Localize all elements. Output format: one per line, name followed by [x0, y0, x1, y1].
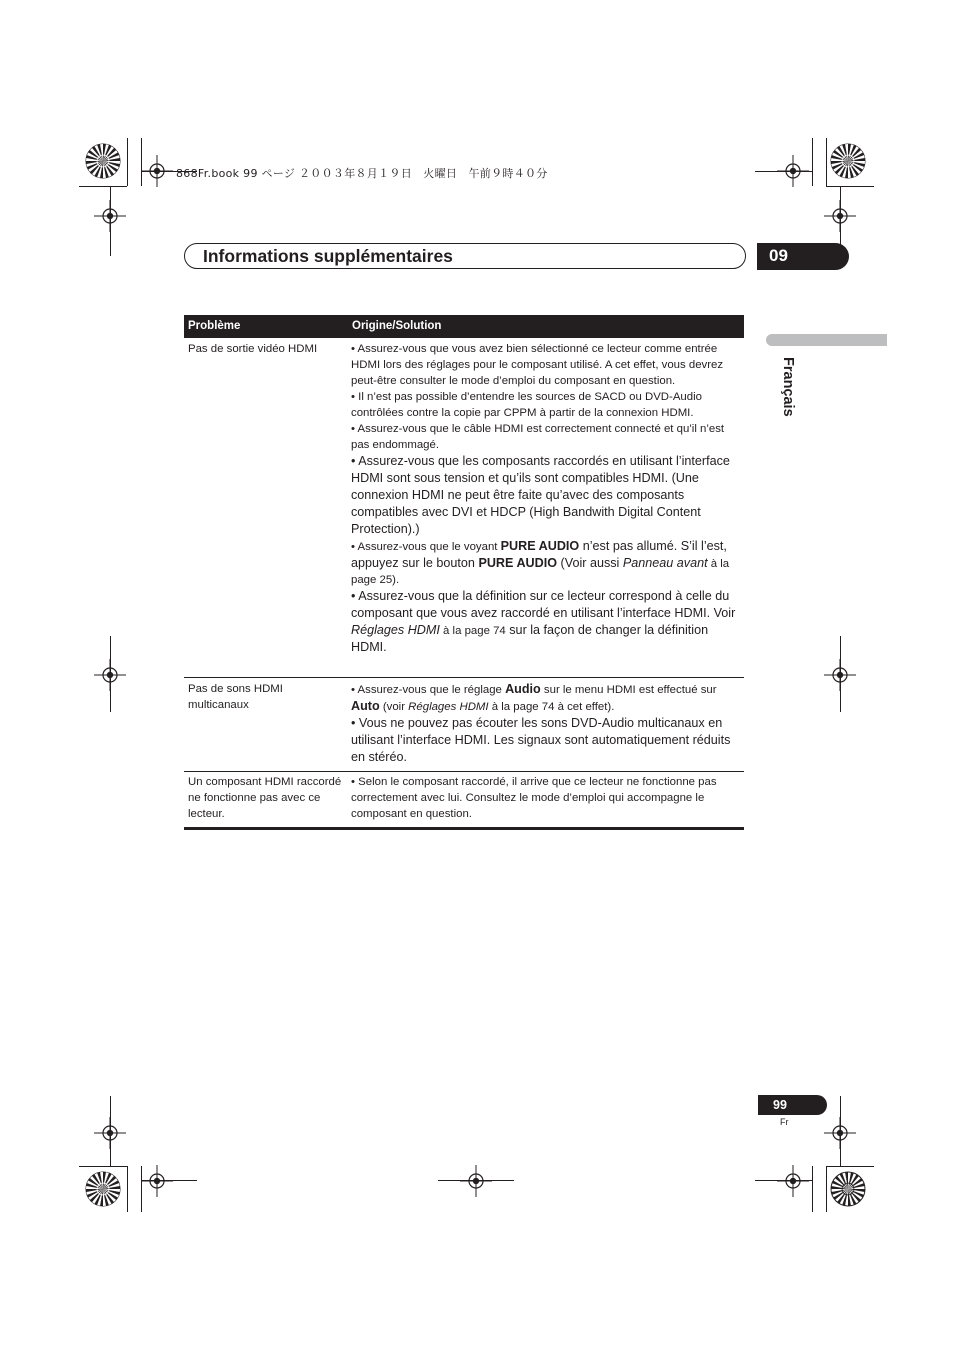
column-header-solution: Origine/Solution: [352, 320, 442, 332]
crop-line: [812, 138, 813, 186]
solution-item: • Il n’est pas possible d’entendre les sources de SACD ou DVD-Audio contrôlées contre la copie par CPPM à partir de la connexion HDMI.: [351, 391, 702, 419]
row-divider: [184, 771, 744, 772]
cross-reference: Panneau avant: [622, 556, 708, 570]
text-run: (Voir aussi: [557, 556, 623, 570]
cross-reference: Réglages HDMI: [351, 623, 440, 637]
crop-line: [127, 138, 128, 186]
solution-item: [351, 681, 743, 715]
solution-item: • Assurez-vous que le câble HDMI est correctement connecté et qu’il n’est pas endommagé.: [351, 423, 725, 451]
crosshair-mark: [458, 1163, 494, 1199]
text-run: n’est pas allumé. S’il l’est, appuyez sur le bouton: [351, 539, 727, 570]
row-divider: [184, 677, 744, 678]
button-name: PURE AUDIO: [500, 539, 580, 553]
crop-line: [826, 1166, 827, 1212]
table-header: [184, 315, 744, 338]
crosshair-mark: [822, 198, 858, 234]
text-run: sur le menu HDMI est effectué sur: [540, 684, 717, 696]
page-language-code: Fr: [780, 1117, 789, 1127]
button-name: PURE AUDIO: [478, 556, 558, 570]
setting-value: Auto: [351, 699, 380, 713]
section-title: Informations supplémentaires: [203, 246, 453, 266]
crop-line: [127, 1166, 128, 1212]
crop-line: [826, 138, 827, 186]
table-row-solution: [351, 774, 743, 822]
cross-reference: Réglages HDMI: [408, 701, 489, 713]
solution-item: [351, 538, 743, 588]
text-run: (voir: [379, 701, 409, 713]
crosshair-mark: [775, 153, 811, 189]
language-tab: [774, 357, 798, 437]
text-run: sur la façon de changer la définition HDMI.: [351, 623, 709, 654]
crosshair-mark: [92, 1115, 128, 1151]
page-number: 99: [773, 1098, 787, 1112]
starburst-mark: [85, 1171, 121, 1207]
print-header: 868Fr.book 99 ページ ２００３年８月１９日 火曜日 午前９時４０分: [176, 167, 548, 180]
starburst-mark: [85, 143, 121, 179]
solution-item: • Assurez-vous que vous avez bien sélectionné ce lecteur comme entrée HDMI lors des réglages pour le composant utilisé. A cet effet, vous devrez peut-être consulter le mode d’emploi du composant en question.: [351, 343, 724, 387]
setting-name: Audio: [505, 682, 541, 696]
crosshair-mark: [92, 198, 128, 234]
solution-item: • Vous ne pouvez pas écouter les sons DVD-Audio multicanaux en utilisant l’interface HDMI. Les signaux sont automatiquement réduits en stéréo.: [351, 716, 731, 764]
text-run: • Assurez-vous que le réglage: [351, 684, 506, 696]
text-run: à la page 74 à cet effet).: [488, 701, 615, 713]
language-tab-bar: [766, 334, 887, 346]
solution-item: [351, 588, 743, 656]
language-tab-label: Français: [780, 357, 796, 417]
crosshair-mark: [139, 153, 175, 189]
crop-line: [79, 186, 127, 187]
column-header-problem: Problème: [188, 320, 241, 332]
table-row-solution: [351, 681, 743, 766]
crop-line: [812, 1166, 813, 1212]
starburst-mark: [830, 143, 866, 179]
crop-line: [826, 1166, 874, 1167]
table-row-problem: Pas de sortie vidéo HDMI: [188, 343, 318, 355]
crosshair-mark: [822, 1115, 858, 1151]
text-run: à la page 74: [439, 625, 506, 637]
starburst-mark: [830, 1171, 866, 1207]
chapter-number: 09: [769, 246, 788, 265]
table-bottom-rule: [184, 827, 744, 830]
crosshair-mark: [92, 657, 128, 693]
crosshair-mark: [139, 1163, 175, 1199]
solution-item: • Selon le composant raccordé, il arrive que ce lecteur ne fonctionne pas correctement avec lui. Consultez le mode d’emploi qui accompagne le composant en question.: [351, 776, 717, 820]
table-row-solution: [351, 341, 743, 656]
crop-line: [826, 186, 874, 187]
crosshair-mark: [822, 657, 858, 693]
crosshair-mark: [775, 1163, 811, 1199]
solution-item: • Assurez-vous que les composants raccordés en utilisant l’interface HDMI sont sous tension et qu’ils sont compatibles HDMI. (Une connexion HDMI ne peut être faite qu’avec des composants compatibles avec DVI et HDCP (High Bandwith Digital Content Protection).): [351, 454, 730, 536]
table-row-problem: Pas de sons HDMI multicanaux: [188, 683, 283, 711]
table-row-problem: Un composant HDMI raccordé ne fonctionne pas avec ce lecteur.: [188, 776, 342, 820]
text-run: • Assurez-vous que la définition sur ce lecteur correspond à celle du composant que vous avez raccordé en utilisant l’interface HDMI. Voir: [351, 589, 736, 620]
text-run: • Assurez-vous que le voyant: [351, 541, 501, 553]
crop-line: [79, 1166, 127, 1167]
text-run: à la page 25).: [351, 558, 730, 586]
page-number-badge: [758, 1095, 827, 1115]
